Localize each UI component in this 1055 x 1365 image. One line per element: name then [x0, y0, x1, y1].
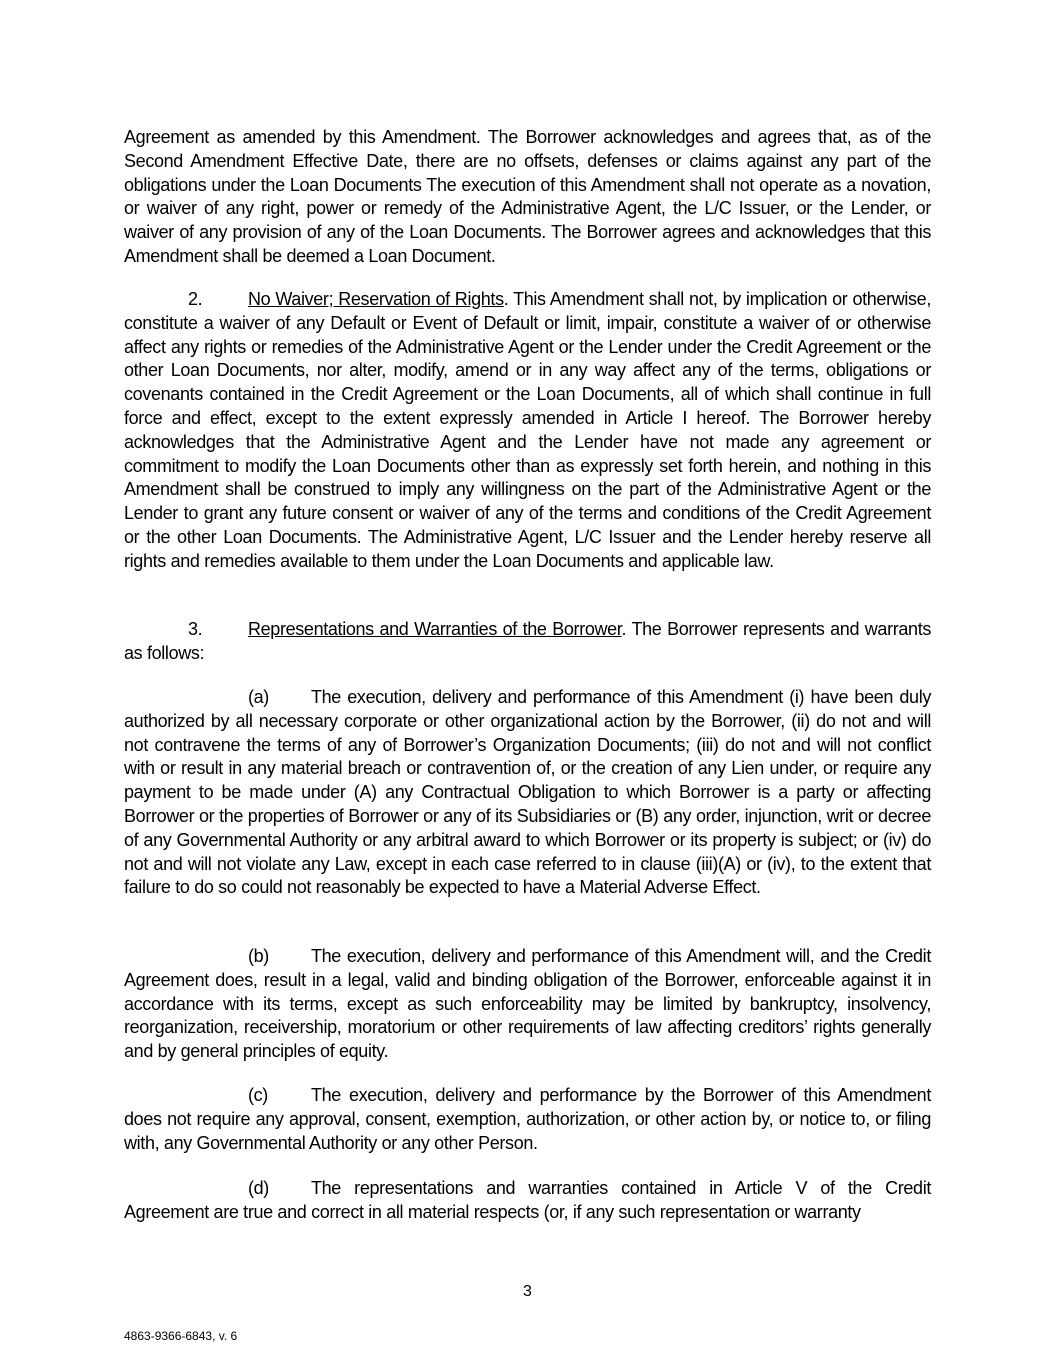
section-heading: Representations and Warranties of the Borrower	[248, 619, 622, 639]
subsection-label: (c)	[248, 1085, 268, 1105]
subsection-text: The execution, delivery and performance of this Amendment will, and the Credit Agreement does, result in a legal, valid and binding obligation of the Borrower, enforceable against it in accordance with its terms, except as such enforceability may be limited by bankruptcy, insolvency, reorganization, receivership, moratorium or other requirements of law affecting creditors’ rights generally and by general principles of equity.	[124, 946, 931, 1062]
subsection-b	[124, 945, 931, 1064]
document-id: 4863-9366-6843, v. 6	[124, 1329, 238, 1343]
section-text: . The Borrower represents and warrants as follows:	[124, 619, 932, 663]
subsection-text: The execution, delivery and performance of this Amendment (i) have been duly authorized by all necessary corporate or other organizational action by the Borrower, (ii) do not and will not contravene the terms of any of Borrower’s Organization Documents; (iii) do not and will not conflict with or result in any material breach or contravention of, or the creation of any Lien under, or require any payment to be made under (A) any Contractual Obligation to which Borrower is a party or affecting Borrower or the properties of Borrower or any of its Subsidiaries or (B) any order, injunction, writ or decree of any Governmental Authority or any arbitral award to which Borrower or its property is subject; or (iv) do not and will not violate any Law, except in each case referred to in clause (iii)(A) or (iv), to the extent that failure to do so could not reasonably be expected to have a Material Adverse Effect.	[124, 687, 931, 898]
page-number: 3	[523, 1283, 532, 1300]
subsection-a	[124, 686, 931, 900]
section-number: 2.	[188, 289, 203, 309]
subsection-label: (a)	[248, 687, 269, 707]
section-heading: No Waiver; Reservation of Rights	[248, 289, 504, 309]
section-text: . This Amendment shall not, by implication or otherwise, constitute a waiver of any Default or Event of Default or limit, impair, constitute a waiver of or otherwise affect any rights or remedies of the Administrative Agent or the Lender under the Credit Agreement or the other Loan Documents, nor alter, modify, amend or in any way affect any of the terms, obligations or covenants contained in the Credit Agreement or the Loan Documents, all of which shall continue in full force and effect, except to the extent expressly amended in Article I hereof. The Borrower hereby acknowledges that the Administrative Agent and the Lender have not made any agreement or commitment to modify the Loan Documents other than as expressly set forth herein, and nothing in this Amendment shall be construed to imply any willingness on the part of the Administrative Agent or the Lender to grant any future consent or waiver of any of the terms and conditions of the Credit Agreement or the other Loan Documents. The Administrative Agent, L/C Issuer and the Lender hereby reserve all rights and remedies available to them under the Loan Documents and applicable law.	[124, 289, 931, 571]
section-2-no-waiver	[124, 288, 931, 574]
section-number: 3.	[188, 619, 203, 639]
subsection-label: (d)	[248, 1178, 269, 1198]
paragraph-continuation: Agreement as amended by this Amendment. The Borrower acknowledges and agrees that, as of the Second Amendment Effective Date, there are no offsets, defenses or claims against any part of the obligations under the Loan Documents The execution of this Amendment shall not operate as a novation, or waiver of any right, power or remedy of the Administrative Agent, the L/C Issuer, or the Lender, or waiver of any provision of any of the Loan Documents. The Borrower agrees and acknowledges that this Amendment shall be deemed a Loan Document.	[124, 127, 931, 266]
subsection-text: The execution, delivery and performance by the Borrower of this Amendment does not require any approval, consent, exemption, authorization, or other action by, or notice to, or filing with, any Governmental Authority or any other Person.	[124, 1085, 931, 1153]
subsection-c	[124, 1084, 931, 1155]
subsection-label: (b)	[248, 946, 269, 966]
section-3-representations	[124, 618, 931, 666]
subsection-text: The representations and warranties contained in Article V of the Credit Agreement are true and correct in all material respects (or, if any such representation or warranty	[124, 1178, 931, 1222]
subsection-d	[124, 1177, 931, 1225]
